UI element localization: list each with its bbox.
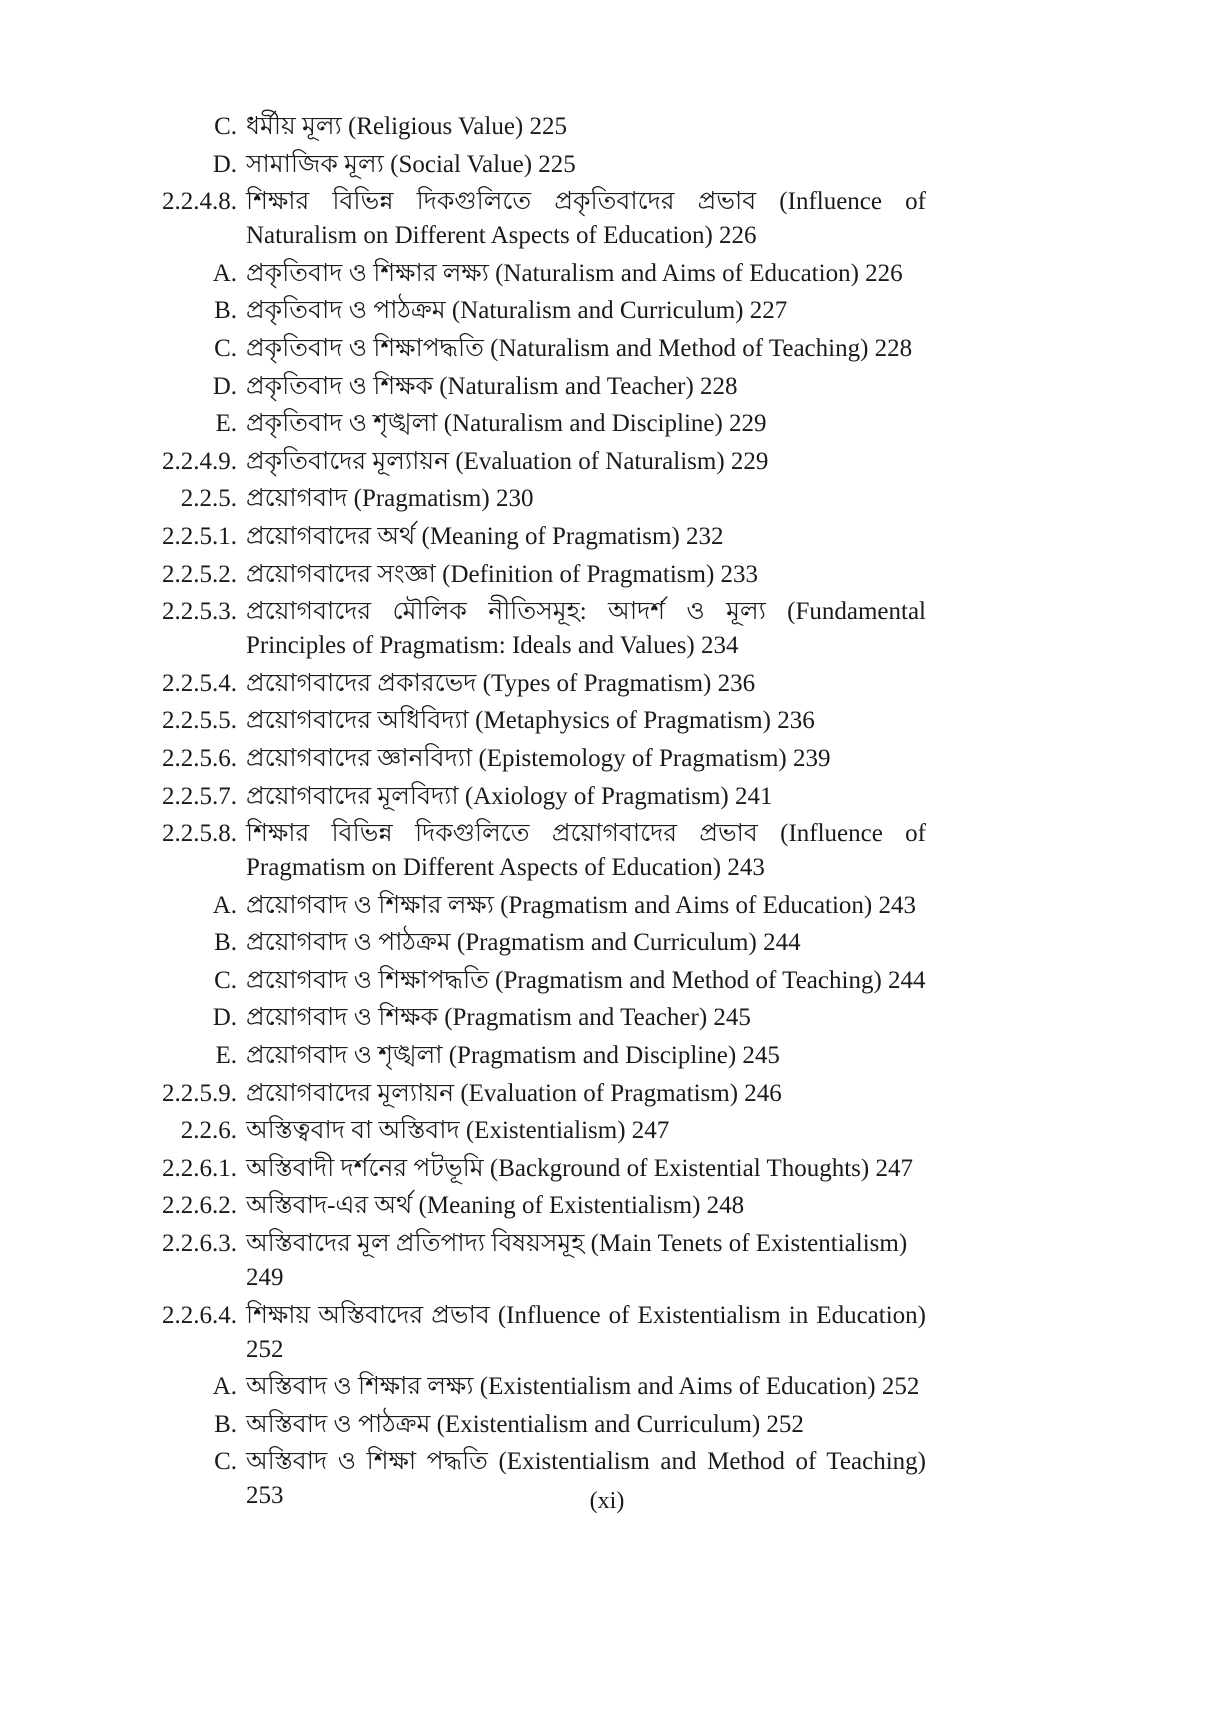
toc-entry [150,889,926,923]
toc-entry [150,1189,926,1223]
toc-entry [150,520,926,554]
toc-entry [150,1077,926,1111]
toc-entry [150,926,926,960]
entry-title: অস্তিত্ববাদ বা অস্তিবাদ (Existentialism) 247 [246,1117,670,1145]
toc-entry [150,407,926,441]
entry-title: প্রয়োগবাদের জ্ঞানবিদ্যা (Epistemology of Pragmatism) 239 [246,744,831,772]
entry-number: C. [214,966,237,994]
entry-title: প্রকৃতিবাদ ও শিক্ষাপদ্ধতি (Naturalism and Method of Teaching) 228 [246,334,913,362]
entry-title: প্রকৃতিবাদ ও শৃঙ্খলা (Naturalism and Discipline) 229 [246,410,767,438]
toc-entry [150,704,926,738]
entry-title: ধর্মীয় মূল্য (Religious Value) 225 [246,113,567,140]
entry-number: B. [214,929,237,957]
entry-title: প্রয়োগবাদ (Pragmatism) 230 [246,485,534,513]
entry-title: প্রয়োগবাদের অর্থ (Meaning of Pragmatism) 232 [246,522,724,550]
toc-entry [150,1001,926,1035]
entry-number: C. [214,1448,237,1476]
entry-number: A. [212,891,237,919]
entry-title: শিক্ষায় অস্তিবাদের প্রভাব (Influence of Existentialism in Education) 252 [246,1301,926,1363]
toc-entry [150,257,926,291]
entry-title: প্রয়োগবাদের মূল্যায়ন (Evaluation of Pragmatism) 246 [246,1079,782,1107]
entry-title: প্রয়োগবাদ ও শিক্ষাপদ্ধতি (Pragmatism and Method of Teaching) 244 [246,966,926,994]
entry-number: 2.2.5.3. [162,598,237,626]
entry-title: প্রকৃতিবাদ ও শিক্ষক (Naturalism and Teacher) 228 [246,372,738,400]
entry-number: E. [215,1042,237,1070]
entry-number: A. [212,1373,237,1401]
entry-number: B. [214,297,237,325]
entry-title: অস্তিবাদ ও পাঠক্রম (Existentialism and Curriculum) 252 [246,1410,804,1438]
toc-entry [150,780,926,814]
entry-number: 2.2.6.3. [162,1230,237,1258]
toc-entry [150,595,926,663]
entry-title: প্রয়োগবাদের প্রকারভেদ (Types of Pragmatism) 236 [246,669,756,697]
toc-entry [150,558,926,592]
toc-entry [150,332,926,366]
entry-number: 2.2.5.9. [162,1079,237,1107]
entry-title: প্রকৃতিবাদ ও পাঠক্রম (Naturalism and Curriculum) 227 [246,297,788,325]
entry-title: প্রয়োগবাদের মূলবিদ্যা (Axiology of Pragmatism) 241 [246,782,773,810]
toc-entry [150,1152,926,1186]
toc-entry [150,817,926,885]
toc-entry [150,185,926,253]
entry-number: 2.2.5.5. [162,707,237,735]
toc-entry [150,964,926,998]
toc-entry [150,1408,926,1442]
entry-title: অস্তিবাদ-এর অর্থ (Meaning of Existentialism) 248 [246,1192,745,1220]
entry-number: A. [212,259,237,287]
entry-title: প্রয়োগবাদ ও পাঠক্রম (Pragmatism and Curriculum) 244 [246,929,801,957]
entry-title: শিক্ষার বিভিন্ন দিকগুলিতে প্রয়োগবাদের প্রভাব (Influence of Pragmatism on Different Aspects of Education) 243 [246,820,926,882]
toc-entry [150,370,926,404]
entry-number: D. [212,372,237,400]
entry-title: প্রয়োগবাদ ও শিক্ষক (Pragmatism and Teacher) 245 [246,1004,751,1032]
toc-entry [150,294,926,328]
entry-number: 2.2.4.9. [162,447,237,475]
toc-entry [150,1370,926,1404]
toc-entry [150,1227,926,1295]
entry-number: 2.2.6.2. [162,1192,237,1220]
entry-title: অস্তিবাদ ও শিক্ষা পদ্ধতি (Existentialism and Method of Teaching) 253 [246,1448,926,1510]
entry-title: সামাজিক মূল্য (Social Value) 225 [246,150,576,178]
entry-number: 2.2.6.4. [162,1301,237,1329]
entry-title: অস্তিবাদী দর্শনের পটভূমি (Background of Existential Thoughts) 247 [246,1154,913,1182]
entry-title: প্রয়োগবাদের মৌলিক নীতিসমূহ: আদর্শ ও মূল্য (Fundamental Principles of Pragmatism: Ideals and Values) 234 [246,598,926,660]
entry-number: 2.2.5.1. [162,522,237,550]
entry-title: প্রয়োগবাদ ও শৃঙ্খলা (Pragmatism and Discipline) 245 [246,1042,780,1070]
toc-entry [150,482,926,516]
toc-entry [150,1039,926,1073]
entry-number: 2.2.5.8. [162,820,237,848]
entry-number: 2.2.6.1. [162,1154,237,1182]
entry-number: C. [214,113,237,140]
entry-number: 2.2.5.7. [162,782,237,810]
entry-title: প্রয়োগবাদের অধিবিদ্যা (Metaphysics of Pragmatism) 236 [246,707,815,735]
entry-number: D. [212,150,237,178]
entry-title: শিক্ষার বিভিন্ন দিকগুলিতে প্রকৃতিবাদের প্রভাব (Influence of Naturalism on Different Aspects of Education) 226 [246,188,926,250]
entry-number: D. [212,1004,237,1032]
entry-number: 2.2.6. [180,1117,237,1145]
toc-entry [150,110,926,144]
toc-entry [150,1299,926,1367]
entry-number: 2.2.5.4. [162,669,237,697]
entry-number: E. [215,410,237,438]
entry-title: প্রকৃতিবাদ ও শিক্ষার লক্ষ্য (Naturalism and Aims of Education) 226 [246,259,903,287]
entry-title: অস্তিবাদ ও শিক্ষার লক্ষ্য (Existentialism and Aims of Education) 252 [246,1373,920,1401]
toc-entry [150,1114,926,1148]
table-of-contents [150,110,926,1517]
entry-number: C. [214,334,237,362]
entry-title: প্রয়োগবাদের সংজ্ঞা (Definition of Pragmatism) 233 [246,560,759,588]
entry-number: 2.2.4.8. [162,188,237,216]
entry-number: 2.2.5.2. [162,560,237,588]
toc-entry [150,148,926,182]
entry-number: 2.2.5. [180,485,237,513]
page-number: (xi) [589,1488,625,1514]
entry-title: প্রয়োগবাদ ও শিক্ষার লক্ষ্য (Pragmatism and Aims of Education) 243 [246,891,917,919]
entry-title: প্রকৃতিবাদের মূল্যায়ন (Evaluation of Naturalism) 229 [246,447,769,475]
toc-entry [150,445,926,479]
entry-number: B. [214,1410,237,1438]
toc-entry [150,667,926,701]
entry-title: অস্তিবাদের মূল প্রতিপাদ্য বিষয়সমূহ (Main Tenets of Existentialism) 249 [246,1230,908,1292]
toc-entry [150,742,926,776]
entry-number: 2.2.5.6. [162,744,237,772]
